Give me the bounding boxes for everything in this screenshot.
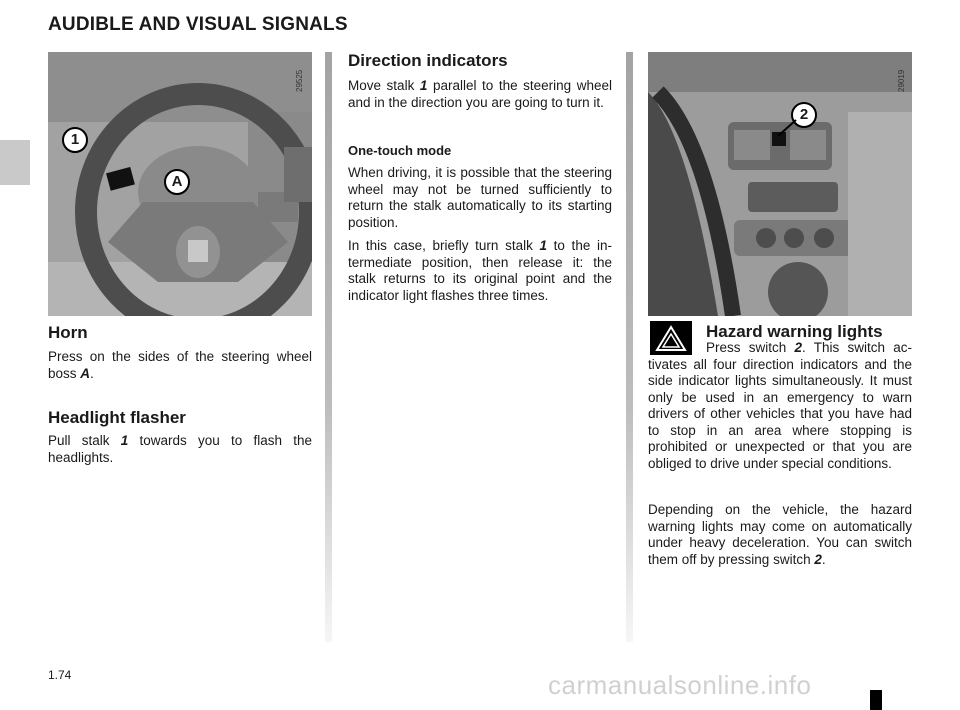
column-divider-1 bbox=[325, 52, 332, 642]
direction-heading: Direction indicators bbox=[348, 51, 508, 70]
left-photo-code: 29525 bbox=[295, 69, 304, 92]
marker-2: 2 bbox=[791, 102, 817, 128]
marker-2-leader bbox=[774, 118, 798, 140]
direction-text: Move stalk 1 parallel to the steering wheel and in the direction you are going to turn it. bbox=[348, 78, 612, 110]
headlight-text: Pull stalk 1 towards you to flash the headlights. bbox=[48, 433, 312, 465]
page-edge-marker bbox=[870, 690, 882, 710]
page-number: 1.74 bbox=[48, 668, 72, 682]
hazard-text: Press switch 2. This switch activates all four direction indicators and the side indicator lights simultaneously. It must only be used in an emergency to warn drivers of other vehicles that you have had to stop in an area where stopping is prohibited or unexpected or that you are obliged to drive under special conditions. bbox=[648, 340, 912, 471]
watermark: carmanualsonline.info bbox=[548, 670, 812, 700]
horn-text: Press on the sides of the steering wheel boss A. bbox=[48, 349, 312, 381]
one-touch-heading: One-touch mode bbox=[348, 143, 452, 158]
ref-a: A bbox=[80, 365, 91, 381]
ref-2: 2 bbox=[814, 551, 822, 567]
page-title: AUDIBLE AND VISUAL SIGNALS bbox=[48, 14, 348, 35]
hazard-heading: Hazard warning lights bbox=[706, 322, 883, 341]
column-divider-2 bbox=[626, 52, 633, 642]
one-touch-text-2: In this case, briefly turn stalk 1 to the intermediate position, then release it: the stalk returns to its original point and the indicator light flashes three times. bbox=[348, 238, 612, 303]
section-tab bbox=[0, 140, 30, 185]
ref-1: 1 bbox=[539, 238, 547, 253]
marker-a: A bbox=[164, 169, 190, 195]
ref-1: 1 bbox=[419, 78, 428, 93]
headlight-heading: Headlight flasher bbox=[48, 408, 186, 427]
marker-1: 1 bbox=[62, 127, 88, 153]
dashboard-photo bbox=[648, 52, 912, 316]
horn-heading: Horn bbox=[48, 323, 88, 342]
ref-1: 1 bbox=[120, 433, 129, 448]
right-photo-code: 29019 bbox=[897, 69, 906, 92]
hazard-text-2: Depending on the vehicle, the hazard warning lights may come on automatically under heavy deceleration. You can switch them off by pressing switch 2. bbox=[648, 502, 912, 567]
one-touch-text: When driving, it is possible that the steering wheel may not be turned sufficiently to return the stalk automatically to its starting position. bbox=[348, 165, 612, 230]
ref-2: 2 bbox=[794, 340, 803, 355]
